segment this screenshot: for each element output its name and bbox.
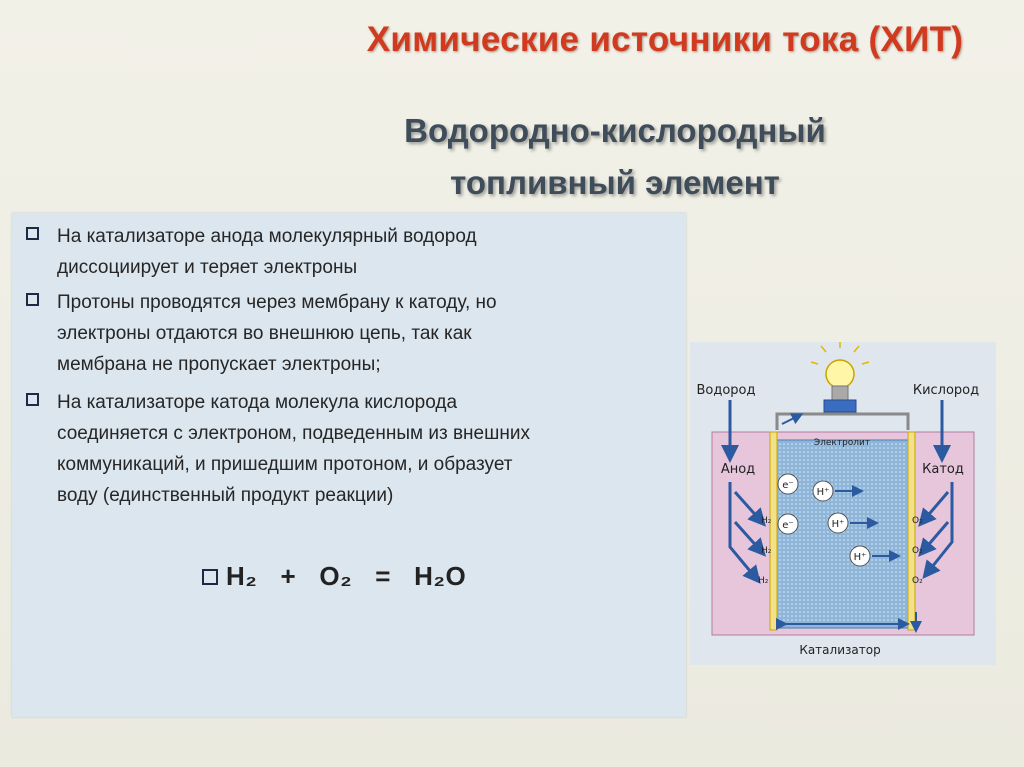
fuel-cell-diagram: [690, 342, 996, 665]
catalyst-label: Катализатор: [799, 643, 881, 657]
reaction-equation: H₂ + O₂ = H₂O: [226, 561, 467, 591]
bullet-text: На катализаторе анода молекулярный водород диссоциирует и теряет электроны: [57, 226, 477, 278]
bullet-text: Протоны проводятся через мембрану к катоду, но электроны отдаются во внешнюю цепь, так как мембрана не пропускает электроны;: [57, 292, 497, 375]
h2-label: H₂: [758, 576, 769, 586]
o2-label: O₂: [912, 546, 923, 556]
cathode-label: Катод: [922, 462, 964, 477]
slide-subtitle: [330, 105, 900, 209]
bullet-item: [26, 287, 497, 380]
svg-text:e⁻: e⁻: [782, 480, 794, 491]
equation-row: [202, 561, 466, 592]
hydrogen-label: Водород: [696, 383, 756, 398]
svg-text:e⁻: e⁻: [782, 520, 794, 531]
o2-label: O₂: [912, 516, 923, 526]
checkbox-bullet-icon: [202, 569, 218, 585]
anode-electrode: [770, 432, 777, 630]
electrolyte-region: [777, 440, 908, 628]
cathode-electrode: [908, 432, 915, 630]
slide-title: Химические источники тока (ХИТ): [366, 20, 964, 59]
h2-label: H₂: [761, 516, 772, 526]
oxygen-label: Кислород: [912, 383, 980, 398]
bullet-text: На катализаторе катода молекула кислорода соединяется с электроном, подведенным из внешних коммуникаций, и пришедшим протоном, и образует воду (единственный продукт реакции): [57, 392, 530, 506]
electrolyte-label: Электролит: [813, 438, 871, 448]
checkbox-bullet-icon: [26, 227, 39, 240]
electron-particle: [778, 514, 798, 534]
fuel-cell-svg: [690, 342, 996, 665]
electron-particle: [778, 474, 798, 494]
svg-text:H⁺: H⁺: [816, 487, 830, 498]
o2-label: O₂: [912, 576, 923, 586]
checkbox-bullet-icon: [26, 393, 39, 406]
anode-label: Анод: [720, 462, 756, 477]
subtitle-line-2: топливный элемент: [450, 164, 780, 201]
subtitle-line-1: Водородно-кислородный: [404, 112, 826, 149]
bullet-item: [26, 221, 477, 283]
bullet-item: [26, 387, 530, 511]
svg-text:H⁺: H⁺: [831, 519, 845, 530]
checkbox-bullet-icon: [26, 293, 39, 306]
h2-label: H₂: [761, 546, 772, 556]
svg-text:H⁺: H⁺: [853, 552, 867, 563]
text-panel: [12, 213, 686, 717]
